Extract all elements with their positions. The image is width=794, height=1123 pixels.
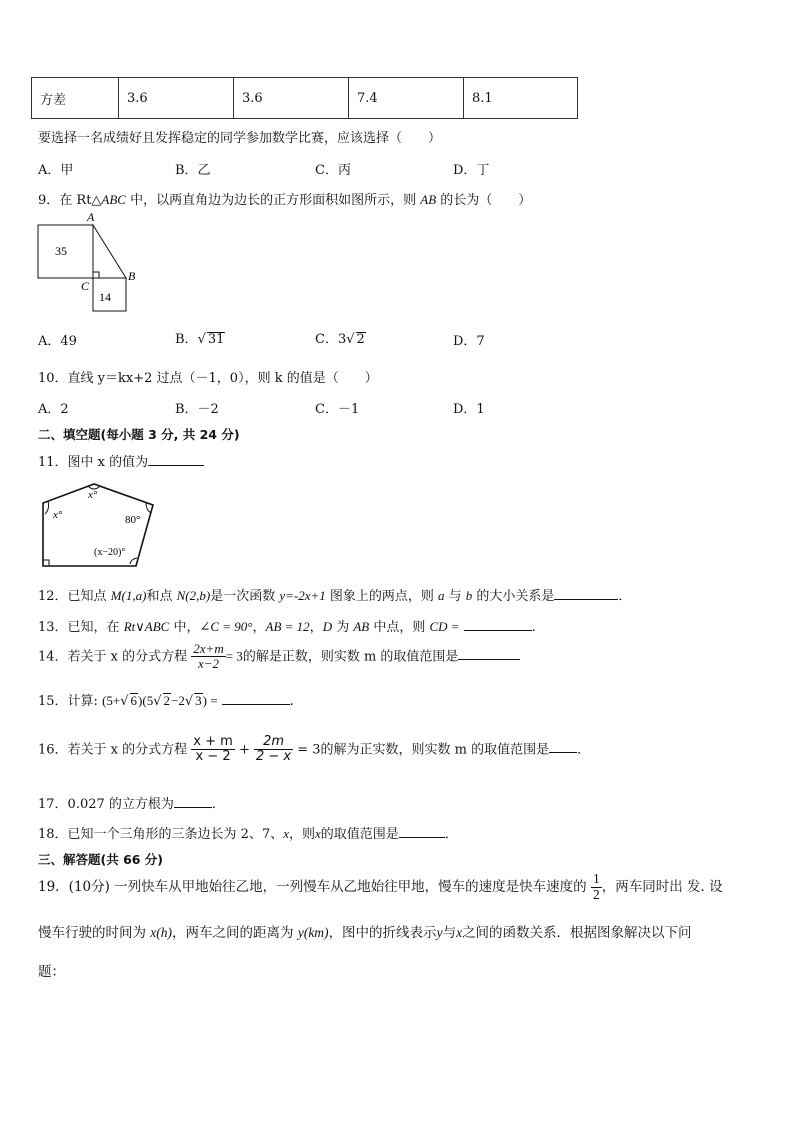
answer-blank — [222, 692, 290, 705]
q11-text: 11．图中 x 的值为 — [38, 451, 204, 470]
answer-blank — [554, 587, 618, 600]
q14-fraction: $\frac{2x+m}{x-2}$ — [193, 641, 224, 672]
q10-option-b: B．－2 — [175, 402, 219, 417]
q8-option-c: C．丙 — [315, 163, 351, 178]
q9-option-b: B．√ 31 — [175, 332, 225, 347]
table-cell: 7.4 — [349, 78, 464, 119]
q17-text: 17．0.027 的立方根为 ． — [38, 797, 225, 812]
q19-line-1: 19．(10分) 一列快车从甲地始往乙地，一列慢车从乙地始往甲地，慢车的速度是快车速度的 $\frac{1}{2}$ ，两车同时出 发. 设 — [38, 871, 723, 902]
section-3-heading: 三、解答题(共 66 分) — [38, 852, 164, 867]
q8-option-d: D．丁 — [453, 163, 490, 178]
q10-option-d: D．1 — [453, 402, 485, 417]
vertex-c-label: C — [81, 279, 90, 293]
angle-top-label: x° — [88, 489, 98, 501]
q9-option-c: C．3√ 2 — [315, 332, 365, 347]
q8-option-b: B．乙 — [175, 163, 211, 178]
q18-text: 18．已知一个三角形的三条边长为 2、7、x，则x的取值范围是 ． — [38, 826, 458, 842]
radical-sign: √ — [153, 694, 162, 709]
answer-blank — [399, 825, 445, 838]
q15-text: 15．计算: (5+√ 6)(5√ 2−2√ 3) = . — [38, 693, 294, 709]
q9-option-a: A．49 — [38, 334, 77, 349]
radical-sign: √ — [184, 694, 194, 709]
answer-blank — [464, 618, 532, 631]
table-cell: 3.6 — [234, 78, 349, 119]
angle-right-label: 80° — [125, 514, 141, 526]
variance-table — [31, 77, 578, 119]
q8-text: 要选择一名成绩好且发挥稳定的同学参加数学比赛，应该选择（ ） — [38, 131, 442, 146]
answer-blank — [174, 795, 212, 808]
angle-arc — [45, 501, 49, 514]
q9-triangle-name: ABC — [101, 192, 126, 207]
q13-text: 13．已知，在 Rt∨ABC 中，∠C = 90°，AB = 12，D 为 AB 中点，则 CD = . — [38, 619, 536, 635]
right-angle-mark — [43, 560, 49, 566]
table-row-label: 方差 — [32, 78, 119, 119]
q10-option-a: A．2 — [38, 402, 69, 417]
vertex-b-label: B — [128, 269, 136, 283]
q10-option-c: C．－1 — [315, 402, 360, 417]
radical-sign: √ — [120, 694, 129, 709]
right-triangle — [93, 225, 126, 278]
table-row — [32, 78, 578, 119]
area-small-label: 14 — [99, 290, 111, 304]
right-angle-mark — [93, 272, 99, 278]
q12-text: 12．已知点 M(1,a)和点 N(2,b)是一次函数 y=-2x+1 图象上的两点，则 a 与 b 的大小关系是 ． — [38, 588, 632, 604]
radical-sign: √ — [197, 332, 206, 347]
angle-bottom-label: (x−20)° — [94, 547, 126, 558]
q9-segment-ab: AB — [420, 192, 437, 207]
answer-blank — [148, 453, 204, 466]
answer-blank — [549, 740, 577, 753]
q19-line-2: 慢车行驶的时间为 x(h)，两车之间的距离为 y(km)，图中的折线表示y与x之间的函数关系．根据图象解决以下问 — [38, 925, 692, 941]
q19-line-3: 题： — [38, 964, 65, 980]
angle-arc — [130, 558, 137, 564]
q11-pentagon-figure — [36, 476, 166, 572]
radical-sign: √ — [346, 332, 355, 347]
q9-text: 9．在 Rt△ABC 中，以两直角边为边长的正方形面积如图所示，则 AB 的长为（ ） — [38, 192, 532, 208]
answer-blank — [458, 647, 520, 660]
vertex-a-label: A — [87, 210, 95, 224]
q16-fraction-1: $\frac{x + m}{x - 2}$ — [193, 734, 233, 765]
q10-text: 10．直线 y＝kx+2 过点（－1，0），则 k 的值是（ ） — [38, 371, 378, 386]
q14-text: 14．若关于 x 的分式方程 $\frac{2x+m}{x-2}$ = 3的解是正数，则实数 m 的取值范围是 — [38, 642, 520, 672]
q9-squares-figure — [30, 205, 150, 317]
q16-text: 16．若关于 x 的分式方程 $\frac{x + m}{x - 2}$ + $\frac{2m}{2 - x}$ = 3的解为正实数，则实数 m 的取值范围是 ． — [38, 734, 591, 765]
table-cell: 8.1 — [464, 78, 578, 119]
q8-option-a: A．甲 — [38, 163, 74, 178]
section-2-heading: 二、填空题(每小题 3 分, 共 24 分) — [38, 427, 240, 442]
angle-left-label: x° — [53, 509, 63, 521]
q16-fraction-2: $\frac{2m}{2 - x}$ — [255, 734, 292, 765]
q9-option-d: D．7 — [453, 334, 485, 349]
area-big-label: 35 — [55, 244, 67, 258]
q19-fraction: $\frac{1}{2}$ — [592, 871, 600, 902]
table-cell: 3.6 — [119, 78, 234, 119]
